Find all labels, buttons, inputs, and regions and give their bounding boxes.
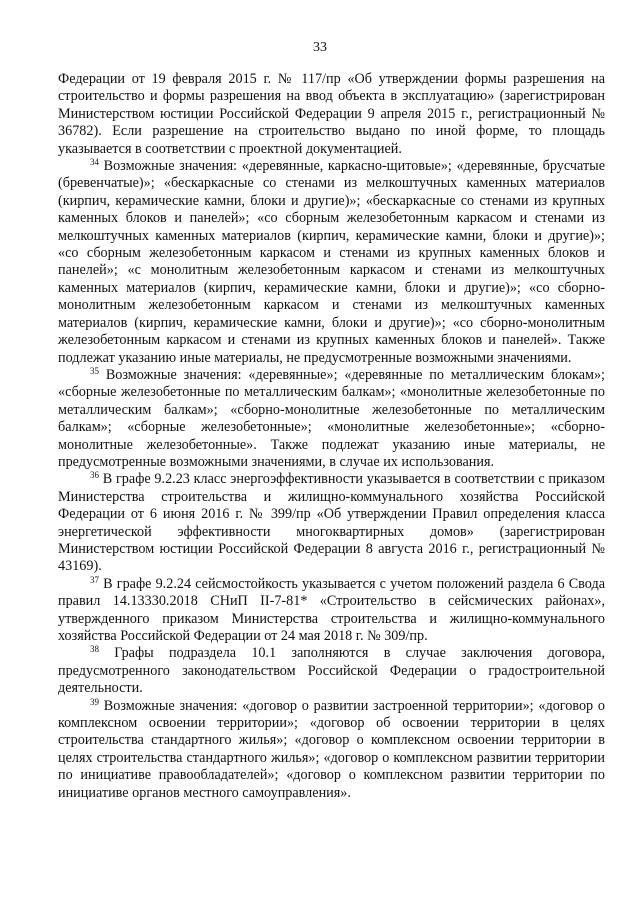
footnote-text: Возможные значения: «договор о развитии застроенной территории»; «договор о комплексном освоении территории»; «договор об освоении территории в целях строительства стандартного жилья»; «договор о комплексном освоении территории в целях строительства стандартного жилья»; «договор о комплексном развитии территории по инициативе правообладателей»; «договор о комплексном развитии территории по инициативе органов местного самоуправления». bbox=[58, 697, 606, 801]
footnote-marker: 34 bbox=[90, 157, 99, 168]
footnote-37 bbox=[58, 576, 605, 646]
footnote-text: В графе 9.2.24 сейсмостойкость указывается с учетом положений раздела 6 Свода правил 14.13330.2018 СНиП II-7-81* «Строительство в сейсмических районах», утвержденного приказом Министерства строительства и жилищно-коммунального хозяйства Российской Федерации от 24 мая 2018 г. № 309/пр. bbox=[58, 575, 605, 644]
footnote-38 bbox=[58, 645, 605, 697]
footnote-35 bbox=[58, 367, 605, 471]
footnote-marker: 38 bbox=[90, 644, 99, 655]
footnote-marker: 36 bbox=[90, 470, 99, 481]
footnote-marker: 35 bbox=[90, 365, 99, 376]
footnote-39 bbox=[58, 698, 605, 802]
footnote-text: В графе 9.2.23 класс энергоэффективности указывается в соответствии с приказом Министерства строительства и жилищно-коммунального хозяйства Российской Федерации от 6 июня 2016 г. № 399/пр «Об утверждении Правил определения класса энергетической эффективности многоквартирных домов» (зарегистрирован Министерством юстиции Российской Федерации 8 августа 2016 г., регистрационный № 43169). bbox=[58, 471, 606, 575]
footnote-text: Возможные значения: «деревянные»; «деревянные по металлическим блокам»; «сборные железобетонные по металлическим балкам»; «монолитные железобетонные по металлическим балкам»; «сборно-монолитные железобетонные по металлическим балкам»; «сборные железобетонные»; «монолитные железобетонные»; «сборно-монолитные железобетонные». Также подлежат указанию иные материалы, не предусмотренные возможными значениями, в случае их использования. bbox=[58, 366, 606, 470]
paragraph-text: Федерации от 19 февраля 2015 г. № 117/пр «Об утверждении формы разрешения на строительство и формы разрешения на ввод объекта в эксплуатацию» (зарегистрирован Министерством юстиции Российской Федерации 9 апреля 2015 г., регистрационный № 36782). Если разрешение на строительство выдано по иной форме, то площадь указывается в соответствии с проектной документацией. bbox=[58, 71, 605, 157]
footnote-34 bbox=[58, 158, 605, 367]
footnote-marker: 39 bbox=[90, 696, 99, 707]
footnote-36 bbox=[58, 471, 605, 575]
paragraph-continuation bbox=[58, 71, 605, 158]
footnote-text: Возможные значения: «деревянные, каркасно-щитовые»; «деревянные, брусчатые (бревенчатые)»; «бескаркасные со стенами из мелкоштучных каменных материалов (кирпич, керамические камни, блоки и другие)»; «бескаркасные со стенами из крупных каменных блоков и панелей»; «со сборным железобетонным каркасом и стенами из мелкоштучных каменных материалов (кирпич, керамические камни, блоки и другие)»; «со сборным железобетонным каркасом и стенами из крупных каменных блоков и панелей»; «с монолитным железобетонным каркасом и стенами из мелкоштучных каменных материалов (кирпич, керамические камни, блоки и другие)»; «со сборно-монолитным железобетонным каркасом и стенами из мелкоштучных каменных материалов (кирпич, керамические камни, блоки и другие)»; «со сборно-монолитным железобетонным каркасом и стенами из крупных каменных блоков и панелей». Также подлежат указанию иные материалы, не предусмотренные возможными значениями. bbox=[58, 158, 605, 366]
footnotes-body bbox=[58, 71, 605, 802]
footnote-text: Графы подраздела 10.1 заполняются в случае заключения договора, предусмотренного законодательством Российской Федерации о градостроительной деятельности. bbox=[58, 645, 605, 697]
page-number: 33 bbox=[313, 40, 327, 55]
footnote-marker: 37 bbox=[90, 574, 99, 585]
